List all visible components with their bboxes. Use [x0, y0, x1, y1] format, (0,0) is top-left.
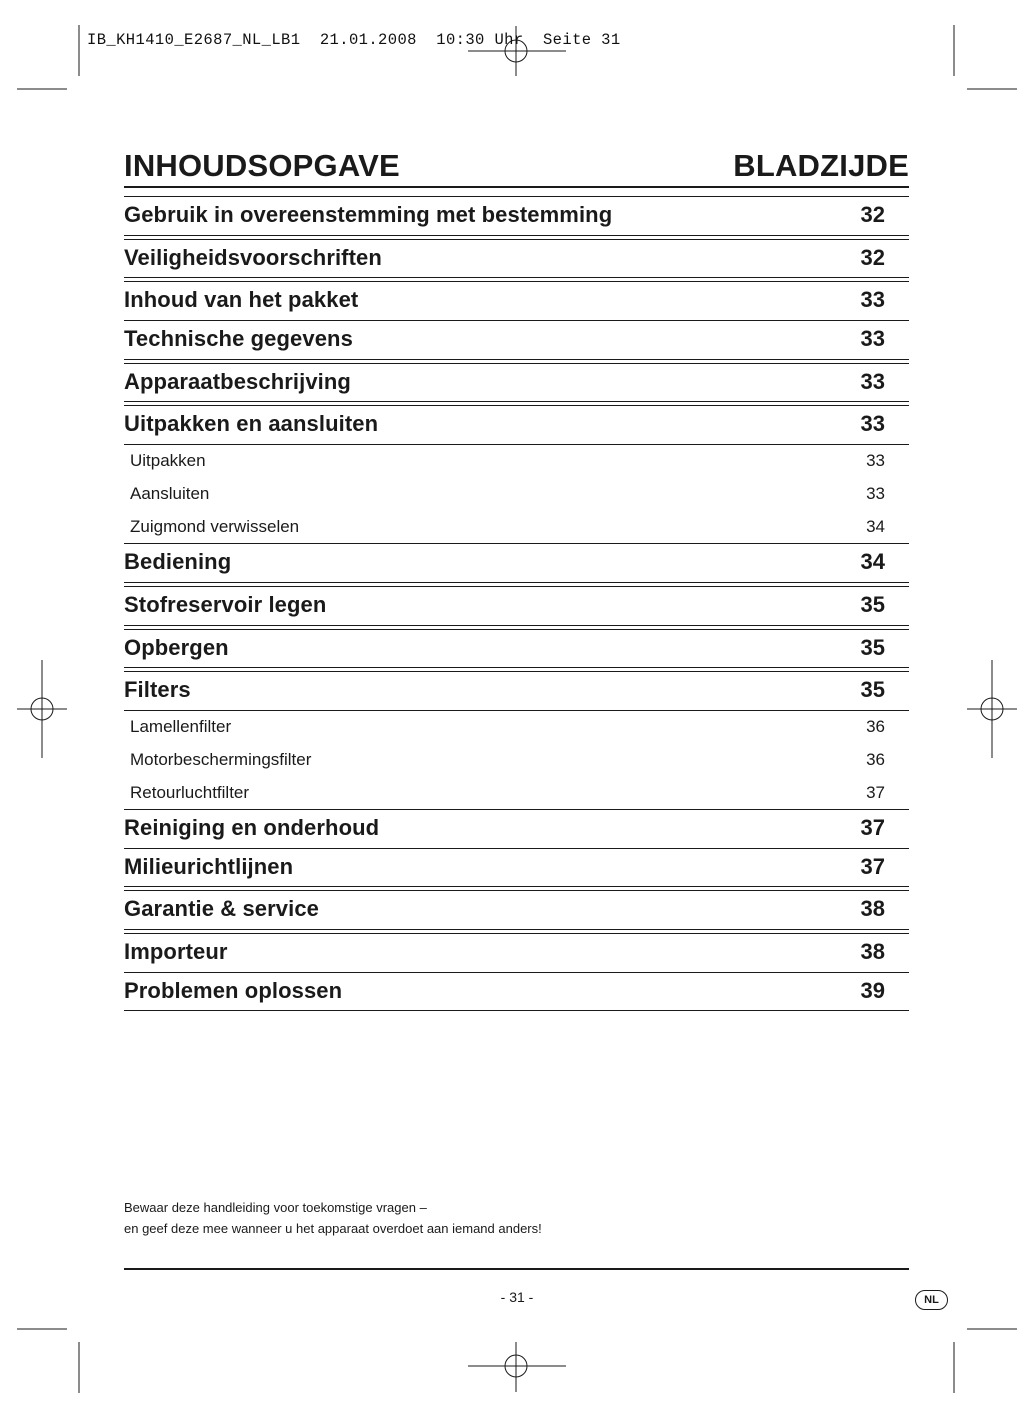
- footer-note: [124, 1197, 542, 1239]
- toc-entry: [124, 973, 909, 1012]
- toc-entry: [124, 406, 909, 445]
- entry-page: 33: [860, 287, 885, 313]
- entry-page: 33: [860, 411, 885, 437]
- toc-entry: [124, 544, 909, 583]
- entry-title: Problemen oplossen: [124, 977, 343, 1003]
- entry-page: 34: [860, 549, 885, 575]
- entry-title: Veiligheidsvoorschriften: [124, 244, 382, 270]
- entry-page: 39: [860, 977, 885, 1003]
- subentry-title: Motorbeschermingsfilter: [130, 749, 312, 769]
- toc-subentry: [124, 445, 909, 478]
- table-of-contents: [124, 148, 909, 1011]
- entry-page: 32: [860, 202, 885, 227]
- language-badge: NL: [915, 1290, 948, 1310]
- subentry-page: 33: [866, 451, 885, 471]
- toc-page-column-title: BLADZIJDE: [733, 148, 909, 183]
- subentry-title: Uitpakken: [130, 451, 206, 471]
- entry-title: Filters: [124, 677, 191, 703]
- print-slug: IB_KH1410_E2687_NL_LB1 21.01.2008 10:30 Uhr Seite 31: [87, 31, 621, 49]
- toc-entry: [124, 197, 909, 236]
- entry-page: 32: [860, 244, 885, 270]
- entry-title: Opbergen: [124, 634, 229, 660]
- footer-note-line: Bewaar deze handleiding voor toekomstige vragen –: [124, 1200, 427, 1215]
- subentry-page: 36: [866, 749, 885, 769]
- entry-page: 33: [860, 368, 885, 394]
- entry-page: 38: [860, 896, 885, 922]
- entry-title: Importeur: [124, 938, 228, 964]
- entry-title: Reiniging en onderhoud: [124, 814, 380, 840]
- entry-page: 35: [860, 677, 885, 703]
- subentry-page: 33: [866, 484, 885, 504]
- header-rule: [124, 188, 909, 197]
- toc-subentry: [124, 478, 909, 511]
- page-number: - 31 -: [500, 1289, 534, 1305]
- toc-subentry: [124, 711, 909, 744]
- entry-title: Bediening: [124, 549, 232, 575]
- entry-page: 37: [860, 814, 885, 840]
- toc-entry: [124, 587, 909, 626]
- entry-page: 38: [860, 938, 885, 964]
- entry-title: Apparaatbeschrijving: [124, 368, 351, 394]
- subentry-page: 36: [866, 716, 885, 736]
- footer-note-line: en geef deze mee wanneer u het apparaat overdoet aan iemand anders!: [124, 1221, 542, 1236]
- toc-subentry: [124, 511, 909, 544]
- toc-subentry: [124, 777, 909, 810]
- toc-entry: [124, 630, 909, 669]
- entry-title: Gebruik in overeenstemming met bestemming: [124, 202, 613, 227]
- entry-title: Uitpakken en aansluiten: [124, 411, 379, 437]
- toc-entry: [124, 282, 909, 321]
- toc-entry: [124, 849, 909, 888]
- subentry-title: Zuigmond verwisselen: [130, 517, 300, 537]
- toc-entry: [124, 240, 909, 279]
- toc-entry: [124, 891, 909, 930]
- entry-page: 35: [860, 634, 885, 660]
- entry-title: Inhoud van het pakket: [124, 287, 359, 313]
- entry-page: 33: [860, 326, 885, 352]
- subentry-title: Lamellenfilter: [130, 716, 232, 736]
- toc-header: [124, 148, 909, 188]
- subentry-page: 37: [866, 782, 885, 802]
- toc-title: INHOUDSOPGAVE: [124, 148, 400, 183]
- subentry-page: 34: [866, 517, 885, 537]
- toc-entry: [124, 364, 909, 403]
- subentry-title: Retourluchtfilter: [130, 782, 250, 802]
- toc-subentry: [124, 744, 909, 777]
- entry-page: 35: [860, 591, 885, 617]
- entry-title: Garantie & service: [124, 896, 320, 922]
- footer-rule: [124, 1268, 909, 1270]
- entry-title: Milieurichtlijnen: [124, 853, 294, 879]
- toc-entry: [124, 934, 909, 973]
- toc-entry: [124, 672, 909, 711]
- subentry-title: Aansluiten: [130, 484, 210, 504]
- toc-entry: [124, 321, 909, 360]
- entry-title: Technische gegevens: [124, 326, 353, 352]
- entry-page: 37: [860, 853, 885, 879]
- toc-entry: [124, 810, 909, 849]
- entry-title: Stofreservoir legen: [124, 591, 327, 617]
